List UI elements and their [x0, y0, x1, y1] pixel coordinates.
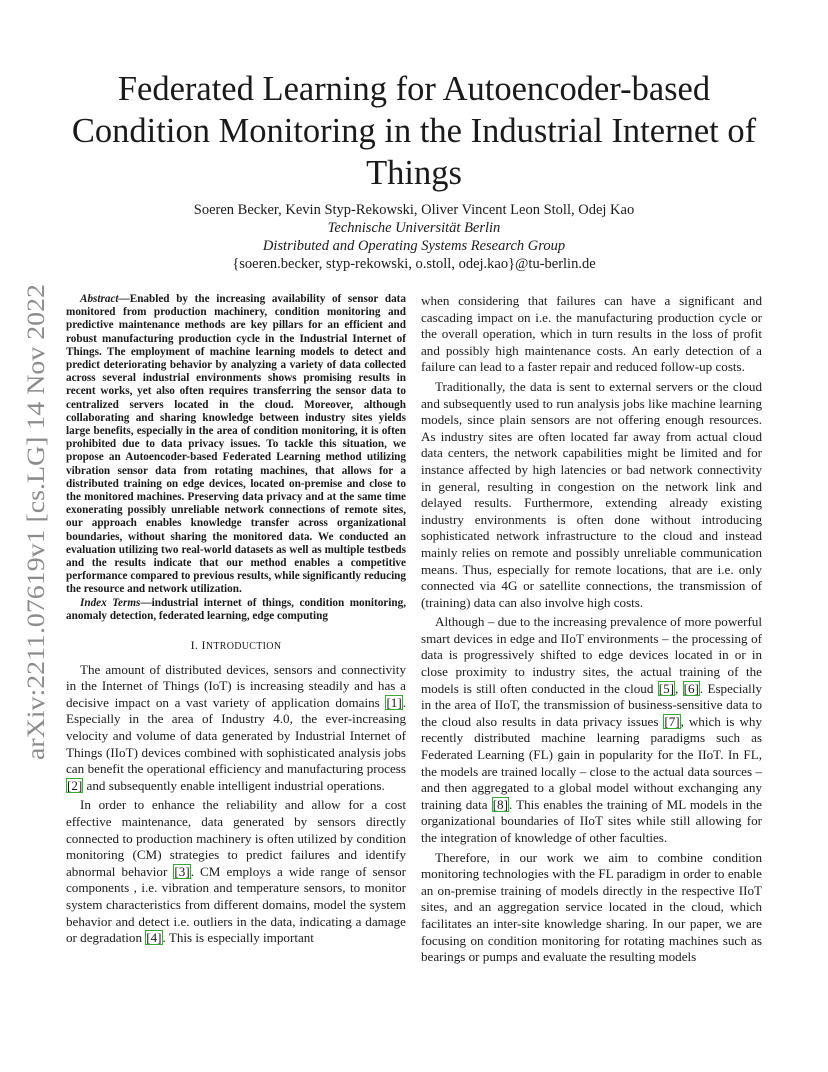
abstract: [66, 293, 406, 597]
citation-link[interactable]: [8]: [492, 796, 508, 812]
intro-paragraph-3: Traditionally, the data is sent to external servers or the cloud and subsequently used to run analysis jobs like machine learning models, since plain sensors are not offering enough resources. As industry sites are often located far away from actual cloud data centers, the network capabilities might be limited and for instance affected by high latencies or bad network connectivity in general, resulting in congestion on the network link and delayed results. Furthermore, extending already existing industry environments is often done without introducing sophisticated network infrastructure to the cloud and instead mainly relies on remote and possibly unreliable communication means. Thus, especially for remote locations, that are i.e. only connected via 4G or satellite connections, the transmission of (training) data can also involve high costs.: [421, 378, 762, 610]
right-column: [421, 293, 762, 966]
abstract-label: Abstract: [80, 293, 119, 305]
left-column: [66, 293, 406, 947]
citation-link[interactable]: [4]: [146, 930, 162, 946]
index-terms-label: Index Terms: [80, 596, 141, 609]
affiliation-university: Technische Universität Berlin: [327, 220, 501, 236]
author-emails: {soeren.becker, styp-rekowski, o.stoll, odej.kao}@tu-berlin.de: [232, 256, 596, 272]
affiliation-group: Distributed and Operating Systems Research Group: [262, 238, 566, 254]
citation-link[interactable]: [1]: [386, 694, 402, 710]
intro-paragraph-4: Although – due to the increasing prevalence of more powerful smart devices in edge and IIoT environments – the processing of data is progressively shifted to edge devices located in or in close proximity to industry sites, the actual training of the models is still often conducted in the cloud [5], [6]. Especially in the area of IIoT, the transmission of business-sensitive data to the cloud also results in data privacy issues [7], which is why recently distributed machine learning paradigms such as Federated Learning (FL) gain in popularity for the IIoT. In FL, the models are trained locally – close to the actual data sources – and then aggregated to a global model without exchanging any training data [8]. This enables the training of ML models in the organizational boundaries of IIoT sites while still allowing for the integration of knowledge of other faculties.: [421, 614, 763, 845]
paper-title: Federated Learning for Autoencoder-based Condition Monitoring in the Industrial Internet of Things: [71, 70, 757, 192]
index-terms-text: —industrial internet of things, condition monitoring, anomaly detection, federated learning, edge computing: [66, 596, 406, 622]
arxiv-stamp: [20, 282, 50, 762]
abstract-text: —Enabled by the increasing availability of sensor data monitored from production machinery, condition monitoring and predictive maintenance methods are key pillars for an efficient and robust manufacturing production cycle in the Industrial Internet of Things. The employment of machine learning models to detect and predict deteriorating behavior by analyzing a variety of data collected across several industrial environments shows promising results in recent works, yet also often requires transferring the sensor data to centralized servers located in the cloud. Moreover, although collaborating and sharing knowledge between industry sites yields large benefits, especially in the area of condition monitoring, it is often prohibited due to data privacy issues. To tackle this situation, we propose an Autoencoder-based Federated Learning method utilizing vibration sensor data from rotating machines, that allows for a distributed training on edge devices, located on-premise and close to the monitored machines. Preserving data privacy and at the same time exonerating possibly unreliable network connections of remote sites, our approach enables knowledge transfer across organizational boundaries, without sharing the monitored data. We conducted an evaluation utilizing two real-world datasets as well as multiple testbeds and the results indicate that our method enables a competitive performance compared to previous results, while significantly reducing the resource and network utilization.: [66, 293, 406, 596]
citation-link[interactable]: [2]: [67, 777, 83, 793]
citation-link[interactable]: [6]: [683, 680, 699, 696]
intro-paragraph-2: In order to enhance the reliability and allow for a cost effective maintenance, data generated by sensors directly connected to production machinery is often utilized by condition monitoring (CM) strategies to predict failures and identify abnormal behavior [3]. CM employs a wide range of sensor components , i.e. vibration and temperature sensors, to monitor system characteristics from different domains, model the system behavior and detect i.e. outliers in the data, indicating a damage or degradation [4]. This is especially important: [66, 797, 406, 946]
author-names: Soeren Becker, Kevin Styp-Rekowski, Oliver Vincent Leon Stoll, Odej Kao: [193, 202, 635, 218]
intro-paragraph-2-continued: when considering that failures can have a significant and cascading impact on i.e. the manufacturing production cycle or the overall operation, which in turn results in the loss of profit and possibly high maintenance costs. An early detection of a failure can lead to a faster repair and reduced follow-up costs.: [421, 293, 762, 375]
author-block: [60, 201, 768, 273]
citation-link[interactable]: [7]: [664, 713, 680, 729]
section-heading-introduction: I. INTRODUCTION: [190, 638, 282, 653]
intro-paragraph-1: The amount of distributed devices, sensors and connectivity in the Internet of Things (IoT) is increasing steadily and has a decisive impact on a vast variety of application domains [1]. Especially in the area of Industry 4.0, the ever-increasing velocity and volume of data generated by Industrial Internet of Things (IIoT) devices combined with sophisticated analysis jobs can benefit the operational efficiency and manufacturing process [2] and subsequently enable intelligent industrial operations.: [66, 661, 406, 793]
intro-paragraph-5: Therefore, in our work we aim to combine condition monitoring technologies with the FL paradigm in order to enable an on-premise training of models directly in the respective IIoT sites, and an aggregation service located in the cloud, which facilitates an inter-site knowledge sharing. In our paper, we are focusing on condition monitoring for rotating machines such as bearings or pumps and evaluate the resulting models: [421, 849, 762, 965]
index-terms: [66, 597, 406, 623]
arxiv-stamp-text: arXiv:2211.07619v1 [cs.LG] 14 Nov 2022: [23, 333, 50, 760]
citation-link[interactable]: [3]: [174, 863, 190, 879]
citation-link[interactable]: [5]: [658, 680, 674, 696]
